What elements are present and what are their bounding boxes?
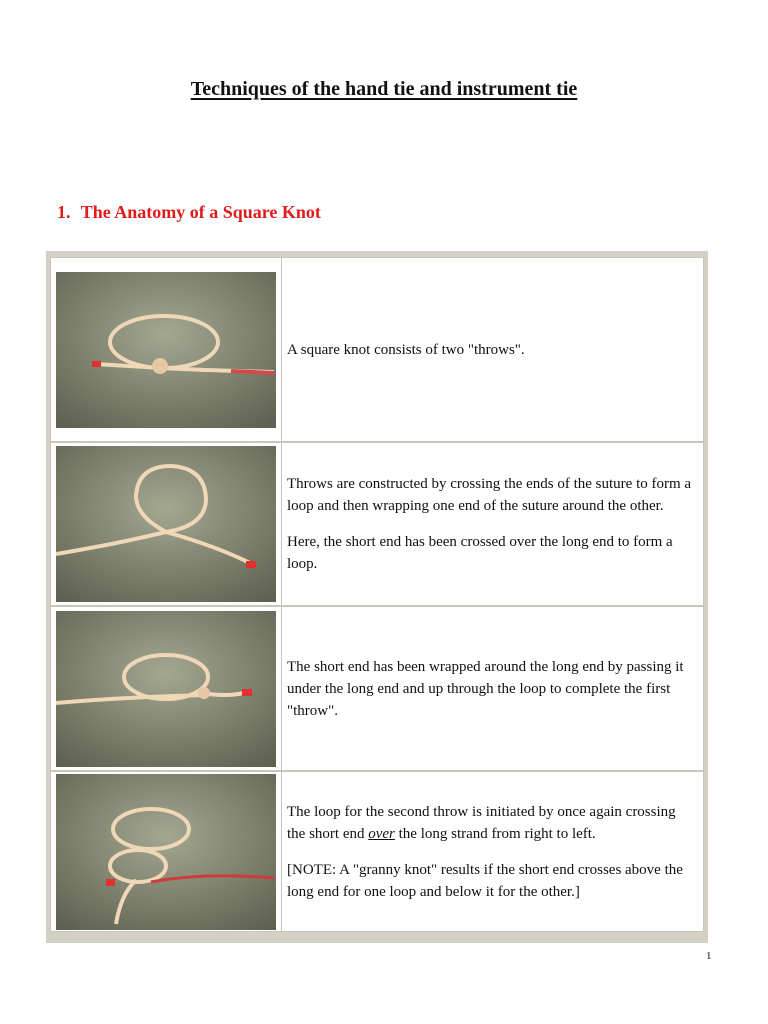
image-cell bbox=[50, 442, 282, 606]
section-heading bbox=[57, 202, 321, 223]
image-cell bbox=[50, 257, 282, 442]
image-cell bbox=[50, 771, 282, 932]
text-cell bbox=[282, 257, 704, 442]
knot-photo bbox=[56, 446, 276, 602]
page-title: Techniques of the hand tie and instrument tie bbox=[190, 78, 578, 100]
page-number: 1 bbox=[706, 950, 712, 962]
text-cell bbox=[282, 771, 704, 932]
text-cell bbox=[282, 606, 704, 771]
table-row bbox=[50, 442, 704, 606]
table-row bbox=[50, 606, 704, 771]
knot-photo bbox=[56, 611, 276, 767]
knot-photo bbox=[56, 272, 276, 428]
section-number: 1. bbox=[57, 202, 71, 222]
knot-steps-table bbox=[46, 251, 708, 943]
step-text: The short end has been wrapped around the long end by passing it under the long end and up through the loop to complete the first "throw". bbox=[287, 658, 684, 719]
table-row bbox=[50, 771, 704, 932]
section-title: The Anatomy of a Square Knot bbox=[80, 202, 321, 222]
knot-photo bbox=[56, 774, 276, 930]
step-text: The loop for the second throw is initiated by once again crossing the short end over the long strand from right to left. bbox=[287, 803, 676, 842]
text-cell bbox=[282, 442, 704, 606]
step-text: Throws are constructed by crossing the ends of the suture to form a loop and then wrapping one end of the suture around the other. bbox=[287, 476, 692, 514]
step-text: Here, the short end has been crossed over the long end to form a loop. bbox=[287, 534, 673, 572]
image-cell bbox=[50, 606, 282, 771]
emphasis-over: over bbox=[368, 825, 395, 842]
step-text: A square knot consists of two "throws". bbox=[287, 341, 525, 358]
step-text: [NOTE: A "granny knot" results if the short end crosses above the long end for one loop and below it for the other.] bbox=[287, 861, 683, 900]
table-row bbox=[50, 257, 704, 442]
